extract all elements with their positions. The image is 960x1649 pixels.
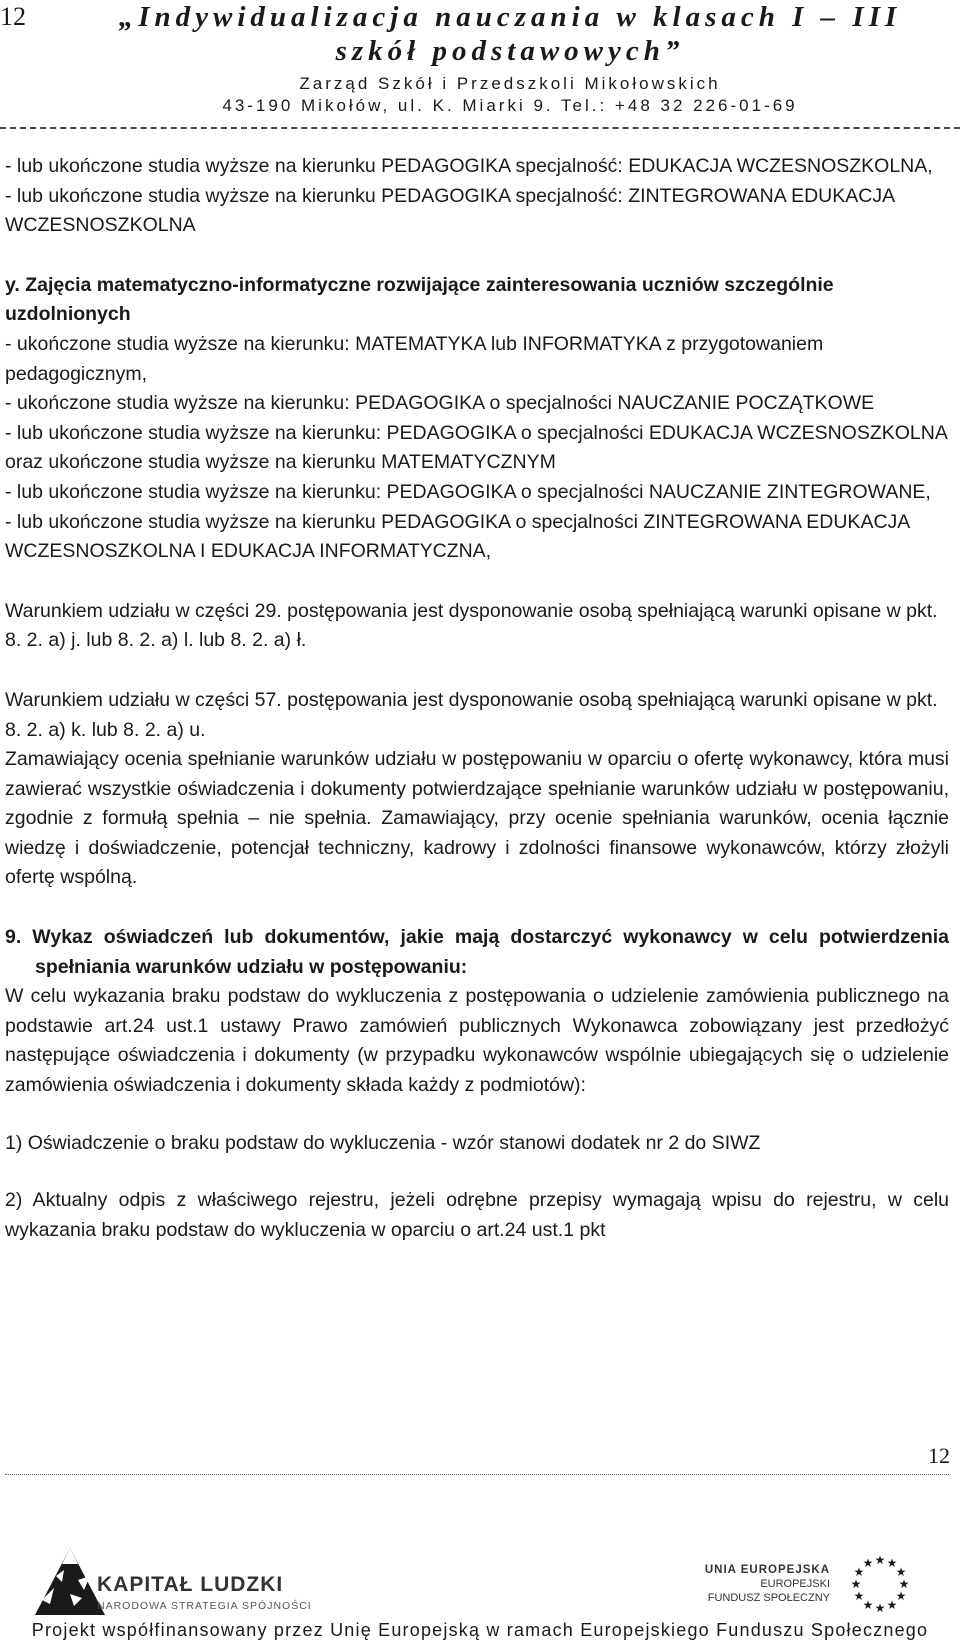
svg-text:★: ★: [862, 1598, 874, 1612]
kapital-ludzki-subtitle: NARODOWA STRATEGIA SPÓJNOŚCI: [97, 1600, 312, 1612]
list-item-2: 2) Aktualny odpis z właściwego rejestru, jeżeli odrębne przepisy wymagają wpisu do rejestru, w celu wykazania braku podstaw do wykluczenia w oparciu o art.24 ust.1 pkt: [5, 1189, 949, 1241]
svg-text:★: ★: [886, 1598, 898, 1612]
svg-text:★: ★: [862, 1556, 874, 1570]
section-9-paragraph: W celu wykazania braku podstaw do wykluczenia z postępowania o udzielenie zamówienia publicznego na podstawie art.24 ust.1 ustawy Prawo zamówień publicznych Wykonawca zobowiązany jest przedłożyć następujące oświadczenia i dokumenty (w przypadku wykonawców wspólnie ubiegających się o udzielenie zamówienia oświadczenia i dokumenty składa każdy z podmiotów):: [5, 985, 949, 1097]
project-cofinancing-text: Projekt współfinansowany przez Unię Europejską w ramach Europejskiego Funduszu Społecznego: [31, 1620, 929, 1640]
svg-text:★: ★: [874, 1601, 886, 1615]
svg-text:★: ★: [850, 1577, 862, 1591]
page-number-bottom: 12: [928, 1443, 950, 1468]
document-title-line2: szkół podstawowych”: [335, 35, 685, 67]
eu-label-line1: UNIA EUROPEJSKA: [704, 1564, 830, 1576]
document-title-line1: „Indywidualizacja nauczania w klasach I – III: [118, 1, 902, 33]
list-item: - ukończone studia wyższe na kierunku: MATEMATYKA lub INFORMATYKA z przygotowaniem pedagogicznym,: [5, 332, 824, 385]
section-heading-y: y. Zajęcia matematyczno-informatyczne rozwijające zainteresowania uczniów szczególnie uzdolnionych: [5, 273, 834, 326]
organization-name: Zarząd Szkół i Przedszkoli Mikołowskich: [299, 74, 721, 93]
condition-part-29: Warunkiem udziału w części 29. postępowania jest dysponowanie osobą spełniającą warunki opisane w pkt. 8. 2. a) j. lub 8. 2. a) l. lub 8. 2. a) ł.: [5, 599, 938, 652]
organization-address: 43-190 Mikołów, ul. K. Miarki 9. Tel.: +48 32 226-01-69: [222, 96, 798, 115]
paragraph: - lub ukończone studia wyższe na kierunku PEDAGOGIKA specjalność: ZINTEGROWANA EDUKACJA WCZESNOSZKOLNA: [5, 184, 895, 237]
paragraph: - lub ukończone studia wyższe na kierunku PEDAGOGIKA specjalność: EDUKACJA WCZESNOSZKOLNA,: [5, 155, 933, 177]
evaluation-paragraph: Zamawiający ocenia spełnianie warunków udziału w postępowaniu w oparciu o ofertę wykonawcy, która musi zawierać wszystkie oświadczenia i dokumenty potwierdzające spełnianie warunków udziału w postępowaniu, zgodnie z formułą spełnia – nie spełnia. Zamawiający, przy ocenie spełniania warunków, ocenia łącznie wiedzę i doświadczenie, potencjał techniczny, kadrowy i zdolności finansowe wykonawców, którzy złożyli ofertę wspólną.: [5, 748, 949, 889]
list-item-1: 1) Oświadczenie o braku podstaw do wykluczenia - wzór stanowi dodatek nr 2 do SIWZ: [5, 1131, 761, 1154]
section-9-heading: 9. Wykaz oświadczeń lub dokumentów, jakie mają dostarczyć wykonawcy w celu potwierdzenia spełniania warunków udziału w postępowaniu:: [5, 926, 949, 978]
kapital-ludzki-title: KAPITAŁ LUDZKI: [97, 1573, 284, 1596]
header-separator: [0, 127, 960, 129]
svg-text:★: ★: [895, 1565, 907, 1579]
svg-text:★: ★: [898, 1577, 910, 1591]
svg-text:★: ★: [853, 1565, 865, 1579]
list-item: - ukończone studia wyższe na kierunku: PEDAGOGIKA o specjalności NAUCZANIE POCZĄTKOWE: [5, 392, 875, 415]
footer-separator: [5, 1474, 949, 1475]
eu-label-line3: FUNDUSZ SPOŁECZNY: [707, 1592, 830, 1604]
svg-text:★: ★: [853, 1589, 865, 1603]
list-item: - lub ukończone studia wyższe na kierunku: PEDAGOGIKA o specjalności EDUKACJA WCZESNOSZKOLNA oraz ukończone studia wyższe na kierunku MATEMATYCZNYM: [5, 421, 947, 474]
list-item: - lub ukończone studia wyższe na kierunku PEDAGOGIKA o specjalności ZINTEGROWANA EDUKACJA WCZESNOSZKOLNA I EDUKACJA INFORMATYCZNA,: [5, 510, 910, 563]
svg-text:★: ★: [874, 1553, 886, 1567]
document-body: [5, 152, 949, 1245]
list-item: - lub ukończone studia wyższe na kierunku: PEDAGOGIKA o specjalności NAUCZANIE ZINTEGROWANE,: [5, 480, 931, 503]
eu-label-line2: EUROPEJSKI: [760, 1578, 830, 1590]
eu-label: [705, 1563, 830, 1605]
page-number-top: 12: [0, 2, 26, 31]
condition-part-57: Warunkiem udziału w części 57. postępowania jest dysponowanie osobą spełniającą warunki opisane w pkt. 8. 2. a) k. lub 8. 2. a) u.: [5, 688, 938, 741]
svg-text:★: ★: [895, 1589, 907, 1603]
svg-text:★: ★: [886, 1556, 898, 1570]
eu-stars-icon: [840, 1548, 920, 1628]
